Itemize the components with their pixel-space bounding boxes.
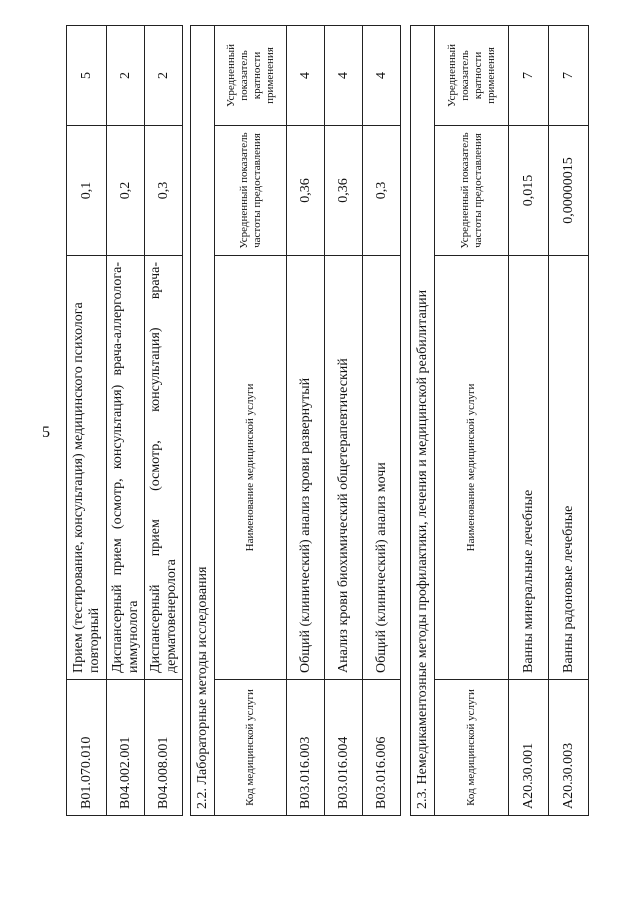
consultations-table-continued (66, 25, 183, 816)
table-row (287, 25, 325, 815)
service-name: Прием (тестирование, консультация) медицинского психолога повторный (67, 256, 107, 680)
service-name: Общий (клинический) анализ крови развернутый (287, 256, 325, 680)
service-code: B04.002.001 (107, 680, 145, 816)
service-name: Диспансерный прием (осмотр, консультация) врача-аллерголога-иммунолога (107, 256, 145, 680)
section-title: 2.3. Немедикаментозные методы профилактики, лечения и медицинской реабилитации (411, 25, 435, 815)
service-code: B03.016.004 (325, 680, 363, 816)
column-header-name: Наименование медицинской услуги (215, 256, 287, 680)
table-caption-row (191, 25, 215, 815)
non-drug-methods-table (410, 25, 589, 816)
frequency-value: 0,3 (363, 126, 401, 256)
column-header-code: Код медицинской услуги (435, 680, 509, 816)
multiplicity-value: 4 (363, 25, 401, 125)
table-header-row (215, 25, 287, 815)
document-body (0, 24, 640, 904)
laboratory-methods-table (190, 25, 401, 816)
table-row (67, 26, 107, 816)
table-row (107, 26, 145, 816)
service-code: B04.008.001 (145, 680, 183, 816)
service-code: B03.016.003 (287, 680, 325, 816)
column-header-code: Код медицинской услуги (215, 680, 287, 816)
column-header-multiplicity: Усредненный показатель кратности применения (215, 25, 287, 125)
service-code: A20.30.001 (509, 680, 549, 816)
multiplicity-value: 7 (509, 25, 549, 125)
service-name: Диспансерный прием (осмотр, консультация) врача-дерматовенеролога (145, 256, 183, 680)
frequency-value: 0,36 (287, 126, 325, 256)
multiplicity-value: 4 (325, 25, 363, 125)
table-row (325, 25, 363, 815)
column-header-frequency: Усредненный показатель частоты предоставления (435, 126, 509, 256)
multiplicity-value: 7 (549, 25, 589, 125)
frequency-value: 0,36 (325, 126, 363, 256)
frequency-value: 0,015 (509, 126, 549, 256)
service-code: A20.30.003 (549, 680, 589, 816)
frequency-value: 0,3 (145, 126, 183, 256)
column-header-multiplicity: Усредненный показатель кратности применения (435, 25, 509, 125)
table-header-row (435, 25, 509, 815)
table-row (549, 25, 589, 815)
service-name: Общий (клинический) анализ мочи (363, 256, 401, 680)
rotated-page-content (0, 24, 640, 904)
multiplicity-value: 2 (145, 26, 183, 126)
multiplicity-value: 5 (67, 26, 107, 126)
service-code: B01.070.010 (67, 680, 107, 816)
table-caption-row (411, 25, 435, 815)
column-header-frequency: Усредненный показатель частоты предоставления (215, 126, 287, 256)
table-row (509, 25, 549, 815)
table-row (363, 25, 401, 815)
page-number: 5 (42, 424, 50, 441)
service-name: Ванны минеральные лечебные (509, 256, 549, 680)
service-code: B03.016.006 (363, 680, 401, 816)
frequency-value: 0,1 (67, 126, 107, 256)
column-header-name: Наименование медицинской услуги (435, 256, 509, 680)
service-name: Ванны радоновые лечебные (549, 256, 589, 680)
service-name: Анализ крови биохимический общетерапевтический (325, 256, 363, 680)
multiplicity-value: 2 (107, 26, 145, 126)
frequency-value: 0,2 (107, 126, 145, 256)
section-title: 2.2. Лабораторные методы исследования (191, 25, 215, 815)
frequency-value: 0,00000015 (549, 126, 589, 256)
table-row (145, 26, 183, 816)
multiplicity-value: 4 (287, 25, 325, 125)
